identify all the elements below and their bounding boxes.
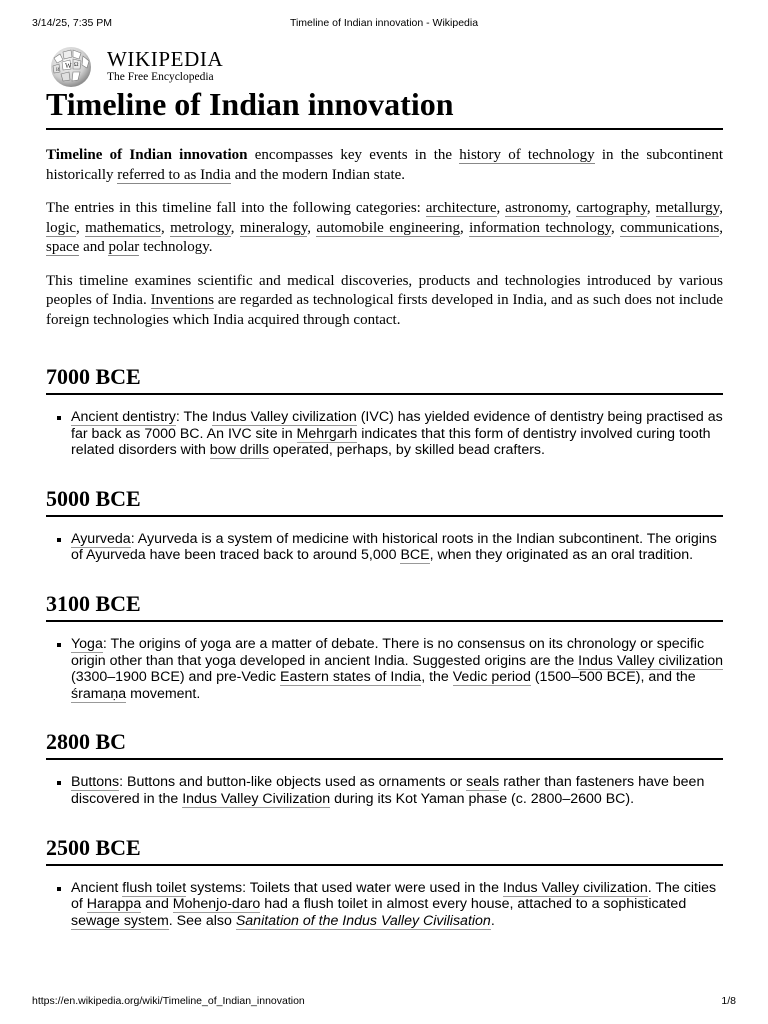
link-referred-to-as-india[interactable]: referred to as India: [117, 166, 231, 183]
link-buttons[interactable]: Buttons: [71, 774, 120, 791]
list-item: [71, 636, 723, 702]
separator: ,: [646, 200, 656, 216]
entry-text: indicates that this form of dentistry involved curing tooth related disorders with: [71, 425, 711, 459]
link-mathematics[interactable]: mathematics: [85, 219, 161, 236]
link-bow-drills[interactable]: bow drills: [209, 442, 269, 459]
print-doc-title: Timeline of Indian innovation - Wikipedia: [289, 17, 479, 29]
intro-paragraph-2: [46, 199, 723, 258]
section-heading: 7000 BCE: [46, 362, 723, 395]
section-5000-bce: [46, 484, 723, 564]
entry-text: and: [141, 896, 173, 913]
link-bce[interactable]: BCE: [400, 547, 430, 564]
link-indus-valley-civilization[interactable]: Indus Valley civilization: [578, 652, 724, 669]
separator: ,: [460, 219, 470, 236]
entry-list: [46, 636, 723, 702]
wikipedia-tagline: The Free Encyclopedia: [107, 71, 214, 83]
entry-text: rather than fasteners have been discovered in the: [71, 774, 705, 807]
entry-text: during its Kot Yaman phase (c. 2800–2600 BC).: [330, 790, 635, 807]
link-metrology[interactable]: metrology: [170, 219, 231, 236]
link-indus-valley-civilization[interactable]: Indus Valley Civilization: [182, 790, 331, 807]
entry-list: [46, 531, 723, 564]
list-item: [71, 880, 723, 930]
entry-text: : The: [175, 409, 212, 425]
link-eastern-states-of-india[interactable]: Eastern states of India: [280, 669, 422, 686]
print-footer: [32, 995, 736, 1009]
entry-list: [46, 774, 723, 807]
entry-text: operated, perhaps, by skilled bead crafters.: [268, 442, 545, 459]
separator: ,: [307, 219, 317, 236]
separator: ,: [719, 200, 724, 216]
intro-text: in the subcontinent historically: [46, 147, 723, 183]
entry-text: , the: [421, 669, 453, 686]
section-7000-bce: [46, 362, 723, 459]
section-heading: 3100 BCE: [46, 589, 723, 622]
intro-text: are regarded as technological firsts developed in India, and as such does not include foreign technologies which India acquired through contact.: [46, 292, 723, 328]
wikipedia-wordmark: WIKIPEDIA: [107, 47, 224, 71]
link-sramana[interactable]: śramaṇa: [71, 685, 127, 702]
separator: ,: [719, 219, 724, 236]
section-2800-bc: [46, 727, 723, 807]
link-sewage-system[interactable]: sewage system: [71, 912, 169, 929]
entry-list: [46, 409, 723, 459]
link-astronomy[interactable]: astronomy: [505, 200, 568, 216]
section-heading: 5000 BCE: [46, 484, 723, 517]
section-heading: 2500 BCE: [46, 833, 723, 866]
section-2500-bce: [46, 833, 723, 930]
link-communications[interactable]: communications: [620, 219, 720, 236]
intro-text: and the modern Indian state.: [230, 166, 406, 183]
entry-text: . See also: [168, 912, 236, 929]
intro-paragraph-1: [46, 146, 723, 185]
link-mehrgarh[interactable]: Mehrgarh: [296, 425, 358, 442]
link-sanitation-of-the-indus-valley-civilisation[interactable]: Sanitation of the Indus Valley Civilisation: [235, 912, 491, 929]
entry-text: : Ayurveda is a system of medicine with historical roots in the Indian subcontinent. The origins of Ayurveda have been traced back to around 5,000: [71, 530, 717, 564]
intro-paragraph-3: [46, 272, 723, 331]
link-cartography[interactable]: cartography: [576, 200, 647, 216]
separator: ,: [160, 219, 171, 236]
link-harappa[interactable]: Harappa: [86, 896, 142, 913]
section-heading: 2800 BC: [46, 727, 723, 760]
link-metallurgy[interactable]: metallurgy: [655, 200, 720, 216]
link-logic[interactable]: logic: [46, 219, 76, 236]
print-header: [32, 17, 736, 31]
intro-text: This timeline examines scientific and medical discoveries, products and technologies introduced by various peoples of India.: [46, 272, 723, 308]
separator: technology.: [139, 239, 213, 255]
entry-text: (3300–1900 BCE) and pre-Vedic: [71, 669, 281, 686]
link-indus-valley-civilization[interactable]: Indus Valley civilization: [211, 409, 357, 425]
intro-bold-title: Timeline of Indian innovation: [46, 147, 248, 163]
separator: ,: [567, 200, 577, 216]
list-item: [71, 531, 723, 564]
entry-list: [46, 880, 723, 930]
entry-text: .: [490, 912, 495, 929]
entry-text: (IVC) has yielded evidence of dentistry being practised as far back as 7000 BC. An IVC site in: [71, 409, 723, 442]
link-ancient-dentistry[interactable]: Ancient dentistry: [71, 409, 176, 425]
intro-text: The entries in this timeline fall into the following categories:: [46, 200, 426, 216]
link-polar[interactable]: polar: [108, 239, 140, 255]
link-inventions[interactable]: Inventions: [150, 292, 214, 308]
entry-text: Ancient: [71, 879, 123, 896]
list-item: [71, 774, 723, 807]
link-automobile-engineering[interactable]: automobile engineering: [316, 219, 461, 236]
entry-text: had a flush toilet in almost every house, attached to a sophisticated: [260, 896, 687, 913]
separator: ,: [76, 219, 86, 236]
link-mohenjo-daro[interactable]: Mohenjo-daro: [172, 896, 261, 913]
separator: and: [79, 239, 109, 255]
link-flush-toilet[interactable]: flush toilet: [122, 879, 187, 896]
entry-text: systems: Toilets that used water were used in the: [186, 879, 503, 896]
entry-text: . The cities of: [71, 879, 717, 913]
entry-text: movement.: [126, 685, 201, 702]
link-space[interactable]: space: [46, 239, 80, 255]
article-content: [46, 146, 723, 929]
link-history-of-technology[interactable]: history of technology: [459, 147, 595, 163]
link-mineralogy[interactable]: mineralogy: [239, 219, 308, 236]
svg-text:W: W: [65, 62, 72, 70]
separator: ,: [611, 219, 621, 236]
entry-text: , when they originated as an oral tradition.: [429, 547, 694, 564]
entry-text: : Buttons and button-like objects used as ornaments or: [119, 774, 467, 791]
entry-text: (1500–500 BCE), and the: [530, 669, 696, 686]
print-datetime: 3/14/25, 7:35 PM: [32, 17, 112, 29]
link-information-technology[interactable]: information technology: [469, 219, 612, 236]
link-yoga[interactable]: Yoga: [71, 635, 103, 652]
link-architecture[interactable]: architecture: [425, 200, 497, 216]
section-3100-bce: [46, 589, 723, 702]
page-title: Timeline of Indian innovation: [46, 82, 723, 130]
svg-text:Ω: Ω: [74, 62, 79, 68]
article-intro: [46, 146, 723, 330]
link-indus-valley-civilization[interactable]: Indus Valley civilization: [502, 879, 648, 896]
print-url: https://en.wikipedia.org/wiki/Timeline_of_Indian_innovation: [32, 995, 305, 1007]
link-seals[interactable]: seals: [466, 774, 500, 791]
svg-text:И: И: [56, 68, 60, 73]
page-number: 1/8: [721, 995, 736, 1007]
link-vedic-period[interactable]: Vedic period: [452, 669, 531, 686]
entry-text: : The origins of yoga are a matter of debate. There is no consensus on its chronology or specific origin other than that yoga developed in ancient India. Suggested origins are the: [71, 635, 705, 669]
separator: ,: [230, 219, 240, 236]
link-ayurveda[interactable]: Ayurveda: [71, 530, 131, 547]
list-item: [71, 409, 723, 459]
intro-text: encompasses key events in the: [247, 147, 460, 163]
separator: ,: [496, 200, 506, 216]
